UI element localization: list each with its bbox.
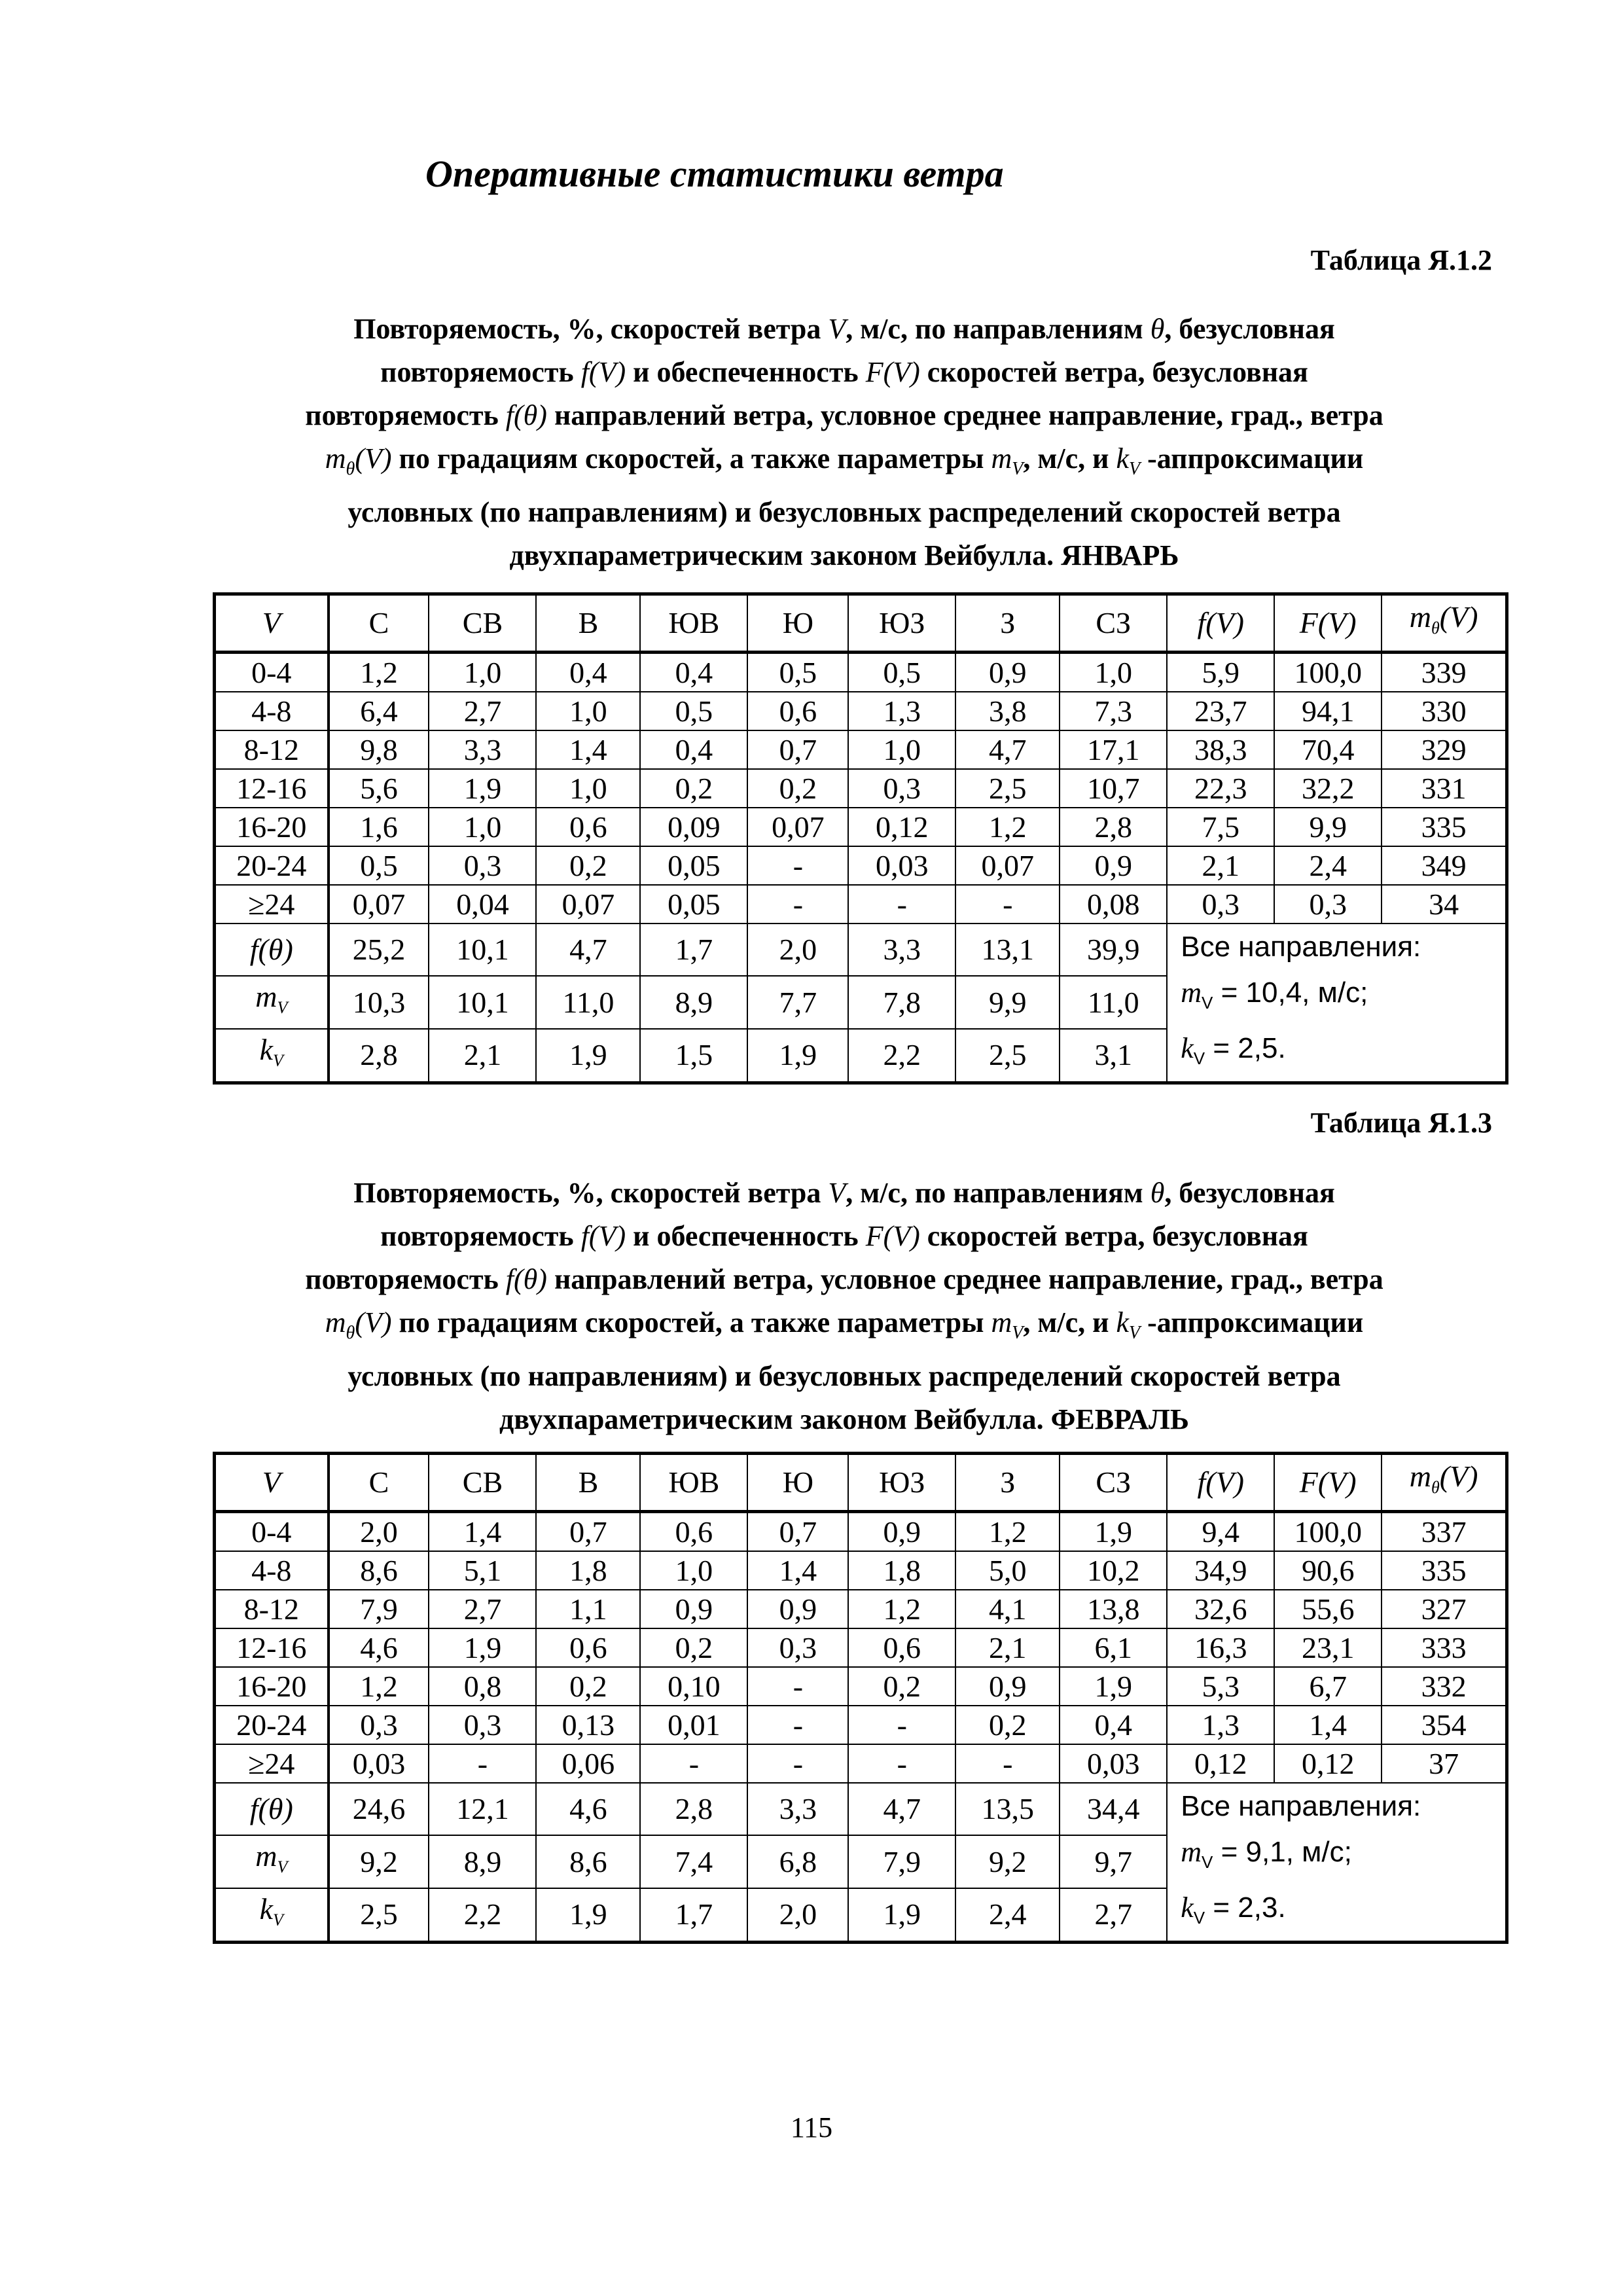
- table-cell: 0,3: [1167, 885, 1274, 924]
- table-row: [215, 653, 1507, 692]
- table-cell: 34,4: [1060, 1783, 1167, 1835]
- column-header: В: [536, 594, 640, 653]
- table-cell: 349: [1382, 846, 1507, 885]
- table-cell: 37: [1382, 1744, 1507, 1783]
- summary-m: $m_V = 9,1$, м/с;: [1181, 1836, 1352, 1872]
- table-cell: 0,3: [848, 769, 955, 808]
- table-cell: 17,1: [1060, 730, 1167, 769]
- speed-range-cell: 20-24: [215, 846, 329, 885]
- table-cell: 13,1: [955, 924, 1060, 976]
- table-cell: 332: [1382, 1667, 1507, 1706]
- table-cell: 1,9: [429, 1628, 536, 1667]
- table-cell: 337: [1382, 1512, 1507, 1552]
- table-cell: 22,3: [1167, 769, 1274, 808]
- table-cell: 0,03: [1060, 1744, 1167, 1783]
- table-cell: 8,6: [536, 1835, 640, 1888]
- table-cell: -: [747, 846, 848, 885]
- table-cell: 0,6: [848, 1628, 955, 1667]
- table-cell: 0,13: [536, 1706, 640, 1744]
- table-cell: 0,3: [429, 1706, 536, 1744]
- page-number: 115: [790, 2111, 833, 2144]
- column-header: СВ: [429, 594, 536, 653]
- table-cell: 5,0: [955, 1551, 1060, 1590]
- table-cell: 94,1: [1274, 692, 1382, 730]
- table-cell: 0,5: [747, 653, 848, 692]
- table-cell: 0,8: [429, 1667, 536, 1706]
- table-cell: 11,0: [536, 976, 640, 1028]
- all-directions-summary: [1167, 1783, 1507, 1942]
- speed-range-cell: 0-4: [215, 1512, 329, 1552]
- summary-k: $k_V = 2,5$.: [1181, 1031, 1286, 1068]
- speed-range-cell: 8-12: [215, 1590, 329, 1628]
- table-cell: 7,9: [329, 1590, 429, 1628]
- table-row: [215, 1551, 1507, 1590]
- table-cell: 0,2: [640, 1628, 747, 1667]
- speed-range-cell: 12-16: [215, 1628, 329, 1667]
- table-cell: 4,1: [955, 1590, 1060, 1628]
- table-cell: 4,7: [848, 1783, 955, 1835]
- speed-range-cell: ≥24: [215, 1744, 329, 1783]
- table-cell: 10,1: [429, 976, 536, 1028]
- table-cell: 16,3: [1167, 1628, 1274, 1667]
- table-cell: 0,10: [640, 1667, 747, 1706]
- table-cell: 0,2: [640, 769, 747, 808]
- table-cell: 1,1: [536, 1590, 640, 1628]
- column-header: F(V): [1274, 1454, 1382, 1512]
- table-cell: 0,07: [747, 808, 848, 846]
- table-cell: 1,9: [848, 1888, 955, 1942]
- table-cell: 4,7: [955, 730, 1060, 769]
- all-directions-summary: [1167, 924, 1507, 1083]
- column-header: V: [215, 594, 329, 653]
- table-cell: -: [640, 1744, 747, 1783]
- table-cell: 1,8: [848, 1551, 955, 1590]
- table-cell: 6,8: [747, 1835, 848, 1888]
- table-cell: 0,12: [1274, 1744, 1382, 1783]
- table-cell: 1,7: [640, 1888, 747, 1942]
- table-cell: 1,5: [640, 1029, 747, 1083]
- table-cell: 1,9: [536, 1029, 640, 1083]
- table-cell: 9,2: [955, 1835, 1060, 1888]
- table-cell: 7,3: [1060, 692, 1167, 730]
- table-cell: 331: [1382, 769, 1507, 808]
- heading-text: Оперативные статистики ветра: [425, 152, 1004, 195]
- table-cell: 335: [1382, 1551, 1507, 1590]
- table-cell: 0,05: [640, 885, 747, 924]
- table-cell: 32,6: [1167, 1590, 1274, 1628]
- table-cell: 0,5: [848, 653, 955, 692]
- table-row: [215, 769, 1507, 808]
- table-cell: 7,8: [848, 976, 955, 1028]
- table-caption: [196, 308, 1492, 577]
- column-header: СЗ: [1060, 1454, 1167, 1512]
- table-cell: 0,2: [747, 769, 848, 808]
- table-cell: 3,8: [955, 692, 1060, 730]
- table-cell: 0,2: [536, 1667, 640, 1706]
- table-cell: -: [955, 885, 1060, 924]
- table-row: [215, 1590, 1507, 1628]
- table-cell: 1,2: [329, 1667, 429, 1706]
- table-cell: 7,5: [1167, 808, 1274, 846]
- table-cell: 4,6: [329, 1628, 429, 1667]
- caption-line: повторяемость f(θ) направлений ветра, условное среднее направление, град., ветра: [305, 1263, 1383, 1295]
- table-cell: 339: [1382, 653, 1507, 692]
- table-cell: 2,7: [429, 692, 536, 730]
- table-cell: 38,3: [1167, 730, 1274, 769]
- table-cell: 1,3: [848, 692, 955, 730]
- column-header: ЮВ: [640, 594, 747, 653]
- table-cell: 2,4: [955, 1888, 1060, 1942]
- table-cell: 0,05: [640, 846, 747, 885]
- table-cell: 10,3: [329, 976, 429, 1028]
- table-cell: 0,4: [640, 653, 747, 692]
- table-cell: 0,09: [640, 808, 747, 846]
- table-row: [215, 885, 1507, 924]
- column-header: З: [955, 594, 1060, 653]
- table-cell: 2,0: [747, 924, 848, 976]
- table-cell: 10,1: [429, 924, 536, 976]
- table-cell: 333: [1382, 1628, 1507, 1667]
- table-cell: 0,03: [329, 1744, 429, 1783]
- table-cell: 0,4: [536, 653, 640, 692]
- table-cell: 2,2: [848, 1029, 955, 1083]
- column-header: З: [955, 1454, 1060, 1512]
- table-cell: 3,1: [1060, 1029, 1167, 1083]
- column-header: СВ: [429, 1454, 536, 1512]
- table-cell: 0,6: [747, 692, 848, 730]
- table-cell: 0,9: [955, 653, 1060, 692]
- table-cell: 2,8: [640, 1783, 747, 1835]
- table-cell: 1,7: [640, 924, 747, 976]
- table-cell: -: [848, 885, 955, 924]
- table-cell: 9,2: [329, 1835, 429, 1888]
- speed-range-cell: 16-20: [215, 1667, 329, 1706]
- table-cell: 8,6: [329, 1551, 429, 1590]
- table-cell: 0,07: [955, 846, 1060, 885]
- table-cell: 9,4: [1167, 1512, 1274, 1552]
- table-cell: 0,07: [329, 885, 429, 924]
- column-header: ЮЗ: [848, 594, 955, 653]
- table-cell: 5,6: [329, 769, 429, 808]
- table-cell: 354: [1382, 1706, 1507, 1744]
- table-cell: 0,06: [536, 1744, 640, 1783]
- table-cell: 0,3: [429, 846, 536, 885]
- table-cell: 1,2: [955, 808, 1060, 846]
- table-cell: 9,7: [1060, 1835, 1167, 1888]
- table-cell: -: [848, 1744, 955, 1783]
- param-label: f(θ): [215, 924, 329, 976]
- speed-range-cell: ≥24: [215, 885, 329, 924]
- table-cell: 2,2: [429, 1888, 536, 1942]
- table-row: [215, 1512, 1507, 1552]
- table-cell: 0,2: [536, 846, 640, 885]
- column-header: ЮЗ: [848, 1454, 955, 1512]
- table-cell: 5,1: [429, 1551, 536, 1590]
- column-header: С: [329, 1454, 429, 1512]
- table-cell: 0,08: [1060, 885, 1167, 924]
- table-cell: 0,4: [640, 730, 747, 769]
- table-cell: 8,9: [429, 1835, 536, 1888]
- table-cell: 2,1: [955, 1628, 1060, 1667]
- table-cell: 1,9: [536, 1888, 640, 1942]
- speed-range-cell: 12-16: [215, 769, 329, 808]
- table-header-row: [215, 1454, 1507, 1512]
- column-header: F(V): [1274, 594, 1382, 653]
- table-cell: 2,5: [955, 1029, 1060, 1083]
- table-cell: 11,0: [1060, 976, 1167, 1028]
- caption-line: $m_\theta(V)$ по градациям скоростей, а также параметры $m_V$, м/с, и $k_V$ -аппроксимации: [325, 442, 1364, 479]
- table-cell: 34: [1382, 885, 1507, 924]
- table-cell: 0,9: [1060, 846, 1167, 885]
- param-row: [215, 924, 1507, 976]
- table-cell: 2,5: [329, 1888, 429, 1942]
- table-cell: 1,9: [747, 1029, 848, 1083]
- table-row: [215, 1744, 1507, 1783]
- table-cell: 23,7: [1167, 692, 1274, 730]
- table-label: Таблица Я.1.2: [1310, 244, 1492, 276]
- table-cell: 5,9: [1167, 653, 1274, 692]
- table-cell: 100,0: [1274, 1512, 1382, 1552]
- table-cell: 2,8: [329, 1029, 429, 1083]
- table-cell: 0,9: [747, 1590, 848, 1628]
- table-cell: 7,9: [848, 1835, 955, 1888]
- table-cell: 1,0: [640, 1551, 747, 1590]
- table-cell: -: [747, 1667, 848, 1706]
- table-cell: 5,3: [1167, 1667, 1274, 1706]
- table-cell: 1,0: [429, 808, 536, 846]
- table-cell: 1,4: [429, 1512, 536, 1552]
- table-row: [215, 692, 1507, 730]
- column-header: В: [536, 1454, 640, 1512]
- table-cell: 0,3: [747, 1628, 848, 1667]
- table-cell: 0,01: [640, 1706, 747, 1744]
- table-cell: 12,1: [429, 1783, 536, 1835]
- table-cell: 1,9: [1060, 1512, 1167, 1552]
- table-cell: 0,5: [329, 846, 429, 885]
- table-cell: 6,4: [329, 692, 429, 730]
- table-cell: 0,3: [1274, 885, 1382, 924]
- table-cell: 0,6: [536, 1628, 640, 1667]
- table-row: [215, 846, 1507, 885]
- param-label: f(θ): [215, 1783, 329, 1835]
- wind-stats-table-february: [213, 1452, 1508, 1944]
- table-cell: 0,7: [747, 1512, 848, 1552]
- table-cell: 0,7: [536, 1512, 640, 1552]
- table-cell: 0,6: [536, 808, 640, 846]
- table-cell: 6,7: [1274, 1667, 1382, 1706]
- table-cell: 1,2: [955, 1512, 1060, 1552]
- table-row: [215, 1628, 1507, 1667]
- column-header: f(V): [1167, 1454, 1274, 1512]
- table-cell: 24,6: [329, 1783, 429, 1835]
- table-cell: 329: [1382, 730, 1507, 769]
- table-cell: 0,6: [640, 1512, 747, 1552]
- table-row: [215, 1667, 1507, 1706]
- table-cell: 1,4: [1274, 1706, 1382, 1744]
- table-cell: 1,0: [536, 692, 640, 730]
- table-cell: 1,6: [329, 808, 429, 846]
- table-cell: 9,8: [329, 730, 429, 769]
- table-cell: 2,0: [747, 1888, 848, 1942]
- table-cell: 2,8: [1060, 808, 1167, 846]
- table-cell: 7,7: [747, 976, 848, 1028]
- table-cell: 25,2: [329, 924, 429, 976]
- table-cell: 1,9: [1060, 1667, 1167, 1706]
- table-cell: 13,5: [955, 1783, 1060, 1835]
- caption-line: двухпараметрическим законом Вейбулла. ФЕВРАЛЬ: [499, 1403, 1190, 1435]
- table-label: Таблица Я.1.3: [1310, 1107, 1492, 1139]
- table-cell: 9,9: [955, 976, 1060, 1028]
- table-cell: -: [747, 1706, 848, 1744]
- table-cell: 23,1: [1274, 1628, 1382, 1667]
- table-cell: 8,9: [640, 976, 747, 1028]
- table-cell: 327: [1382, 1590, 1507, 1628]
- table-cell: 32,2: [1274, 769, 1382, 808]
- column-header: Ю: [747, 594, 848, 653]
- table-cell: 3,3: [747, 1783, 848, 1835]
- column-header: f(V): [1167, 594, 1274, 653]
- table-cell: 2,5: [955, 769, 1060, 808]
- summary-title: Все направления:: [1181, 931, 1421, 963]
- table-cell: 6,1: [1060, 1628, 1167, 1667]
- table-cell: 100,0: [1274, 653, 1382, 692]
- table-cell: 0,9: [955, 1667, 1060, 1706]
- speed-range-cell: 16-20: [215, 808, 329, 846]
- table-cell: 4,6: [536, 1783, 640, 1835]
- table-cell: 1,3: [1167, 1706, 1274, 1744]
- table-cell: 0,9: [640, 1590, 747, 1628]
- column-header: ЮВ: [640, 1454, 747, 1512]
- column-header: Ю: [747, 1454, 848, 1512]
- table-cell: 2,7: [1060, 1888, 1167, 1942]
- speed-range-cell: 0-4: [215, 653, 329, 692]
- param-row: [215, 1783, 1507, 1835]
- table-cell: 10,7: [1060, 769, 1167, 808]
- table-cell: 2,4: [1274, 846, 1382, 885]
- table-header-row: [215, 594, 1507, 653]
- caption-line: условных (по направлениям) и безусловных распределений скоростей ветра: [348, 1359, 1341, 1392]
- column-header: СЗ: [1060, 594, 1167, 653]
- table-cell: 10,2: [1060, 1551, 1167, 1590]
- table-cell: 0,5: [640, 692, 747, 730]
- table-cell: 2,0: [329, 1512, 429, 1552]
- column-header: С: [329, 594, 429, 653]
- table-cell: -: [747, 1744, 848, 1783]
- table-cell: 0,2: [955, 1706, 1060, 1744]
- table-cell: 2,7: [429, 1590, 536, 1628]
- speed-range-cell: 4-8: [215, 692, 329, 730]
- speed-range-cell: 8-12: [215, 730, 329, 769]
- caption-line: Повторяемость, %, скоростей ветра V, м/с, по направлениям θ, безусловная: [353, 313, 1335, 345]
- table-cell: 0,9: [848, 1512, 955, 1552]
- table-caption: [196, 1172, 1492, 1441]
- table-cell: -: [955, 1744, 1060, 1783]
- table-cell: 70,4: [1274, 730, 1382, 769]
- column-header: $m_\theta(V)$: [1382, 1454, 1507, 1512]
- caption-line: двухпараметрическим законом Вейбулла. ЯНВАРЬ: [509, 539, 1179, 571]
- table-cell: 0,12: [848, 808, 955, 846]
- caption-line: повторяемость f(V) и обеспеченность F(V) скоростей ветра, безусловная: [380, 356, 1308, 388]
- table-cell: 0,2: [848, 1667, 955, 1706]
- column-header: $m_\theta(V)$: [1382, 594, 1507, 653]
- table-cell: 0,03: [848, 846, 955, 885]
- speed-range-cell: 4-8: [215, 1551, 329, 1590]
- table-cell: 1,2: [329, 653, 429, 692]
- table-cell: 34,9: [1167, 1551, 1274, 1590]
- table-cell: 0,12: [1167, 1744, 1274, 1783]
- table-row: [215, 1706, 1507, 1744]
- table-cell: 13,8: [1060, 1590, 1167, 1628]
- table-cell: 4,7: [536, 924, 640, 976]
- table-cell: 39,9: [1060, 924, 1167, 976]
- table-cell: 1,8: [536, 1551, 640, 1590]
- table-cell: 3,3: [848, 924, 955, 976]
- table-cell: 2,1: [1167, 846, 1274, 885]
- param-label: $m_V$: [215, 976, 329, 1028]
- caption-line: повторяемость f(θ) направлений ветра, условное среднее направление, град., ветра: [305, 399, 1383, 431]
- table-cell: 3,3: [429, 730, 536, 769]
- caption-line: Повторяемость, %, скоростей ветра V, м/с, по направлениям θ, безусловная: [353, 1177, 1335, 1209]
- table-cell: 1,2: [848, 1590, 955, 1628]
- param-label: $k_V$: [215, 1029, 329, 1083]
- table-cell: 1,0: [1060, 653, 1167, 692]
- table-cell: -: [429, 1744, 536, 1783]
- table-cell: 90,6: [1274, 1551, 1382, 1590]
- wind-stats-table-january: [213, 592, 1508, 1085]
- table-cell: -: [747, 885, 848, 924]
- caption-line: условных (по направлениям) и безусловных распределений скоростей ветра: [348, 495, 1341, 528]
- speed-range-cell: 20-24: [215, 1706, 329, 1744]
- param-label: $k_V$: [215, 1888, 329, 1942]
- summary-title: Все направления:: [1181, 1790, 1421, 1822]
- table-cell: -: [848, 1706, 955, 1744]
- summary-m: $m_V = 10,4$, м/с;: [1181, 977, 1368, 1013]
- table-cell: 9,9: [1274, 808, 1382, 846]
- caption-line: $m_\theta(V)$ по градациям скоростей, а также параметры $m_V$, м/с, и $k_V$ -аппроксимации: [325, 1306, 1364, 1343]
- param-label: $m_V$: [215, 1835, 329, 1888]
- table-row: [215, 730, 1507, 769]
- table-cell: 335: [1382, 808, 1507, 846]
- table-cell: 0,7: [747, 730, 848, 769]
- summary-k: $k_V = 2,3$.: [1181, 1891, 1286, 1928]
- table-cell: 1,4: [536, 730, 640, 769]
- table-cell: 1,0: [536, 769, 640, 808]
- table-cell: 0,3: [329, 1706, 429, 1744]
- table-cell: 1,4: [747, 1551, 848, 1590]
- table-cell: 0,04: [429, 885, 536, 924]
- table-cell: 0,07: [536, 885, 640, 924]
- table-cell: 1,0: [848, 730, 955, 769]
- table-cell: 1,0: [429, 653, 536, 692]
- column-header: V: [215, 1454, 329, 1512]
- table-cell: 330: [1382, 692, 1507, 730]
- table-cell: 55,6: [1274, 1590, 1382, 1628]
- table-cell: 2,1: [429, 1029, 536, 1083]
- table-cell: 7,4: [640, 1835, 747, 1888]
- table-cell: 1,9: [429, 769, 536, 808]
- table-row: [215, 808, 1507, 846]
- caption-line: повторяемость f(V) и обеспеченность F(V) скоростей ветра, безусловная: [380, 1220, 1308, 1252]
- table-cell: 0,4: [1060, 1706, 1167, 1744]
